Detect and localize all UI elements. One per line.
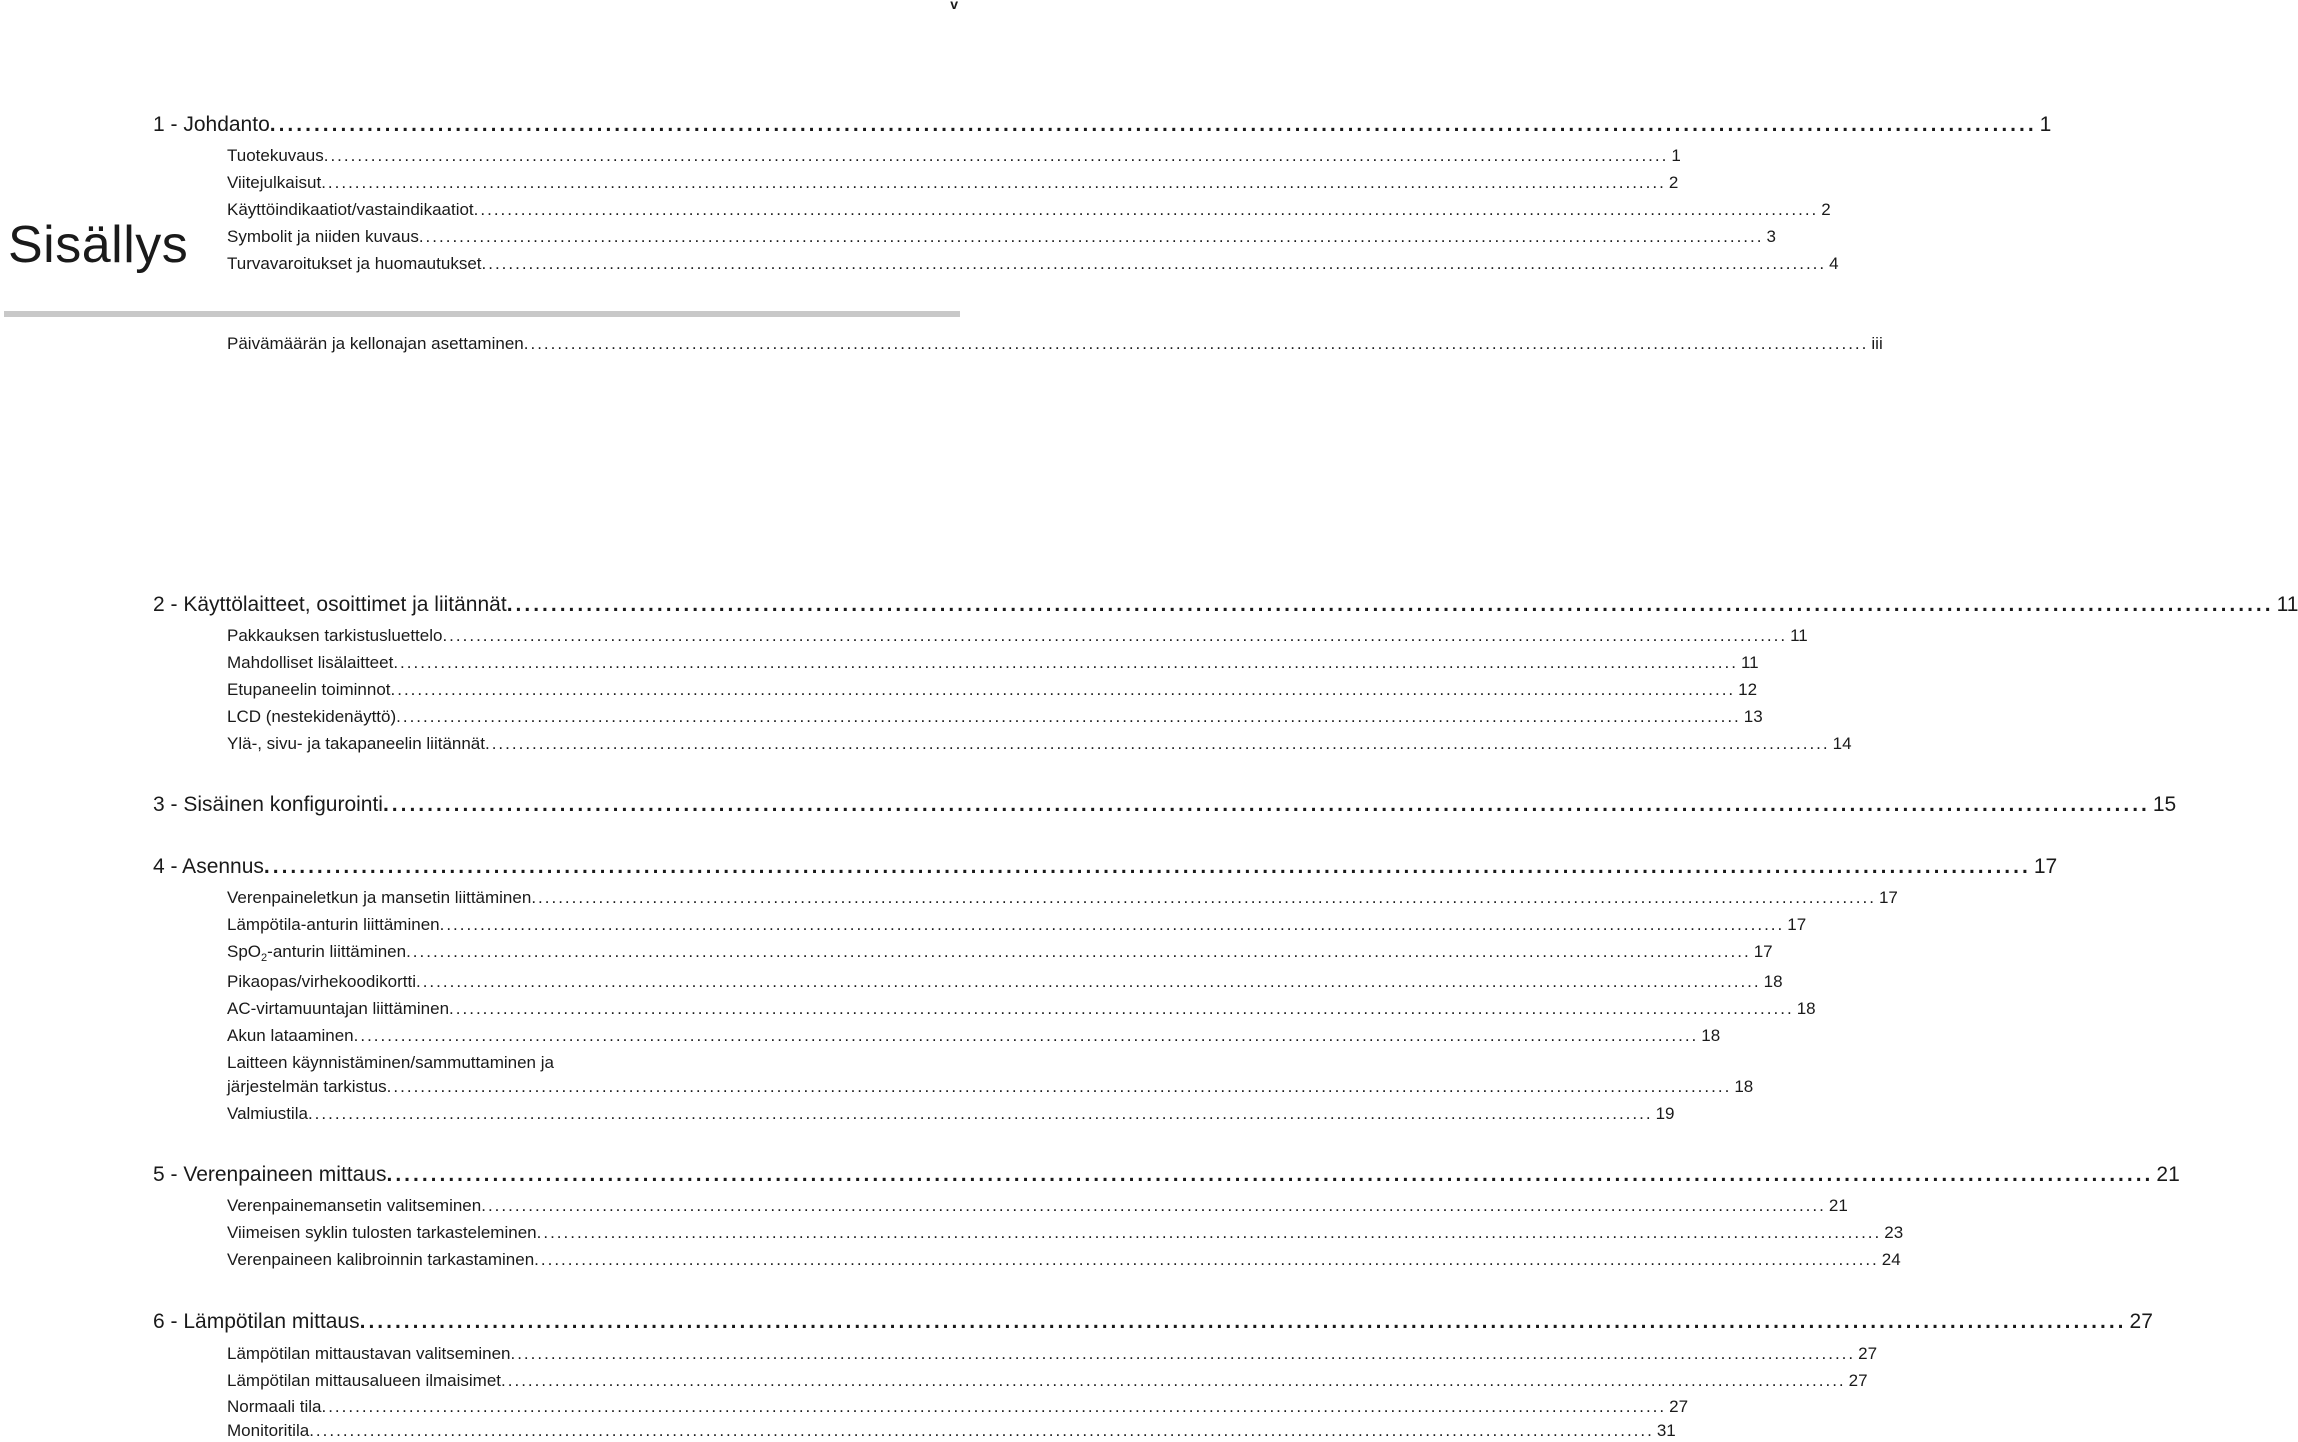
toc-entry-page: 18 bbox=[1796, 999, 1816, 1018]
toc-entry-title: Verenpaineen kalibroinnin tarkastaminen bbox=[227, 1250, 535, 1269]
dot-leader: ........................................................................................................................................................................................................ bbox=[353, 1026, 1699, 1045]
spo2-subscript: 2 bbox=[261, 952, 268, 964]
toc-entry-page: 17 bbox=[1787, 915, 1807, 934]
toc-entry-title: Akun lataaminen bbox=[227, 1026, 354, 1045]
dot-leader: ........................................................................................................................................................................................................ bbox=[536, 1223, 1882, 1242]
toc-entry-page: 4 bbox=[1829, 254, 1839, 273]
toc-entry[interactable] bbox=[227, 1223, 1904, 1247]
toc-entry-title: Etupaneelin toiminnot bbox=[227, 680, 391, 699]
toc-entry[interactable] bbox=[227, 915, 1807, 939]
toc-entry[interactable] bbox=[227, 626, 1808, 650]
toc-entry-title: LCD (nestekidenäyttö) bbox=[227, 707, 397, 726]
toc-entry-page: 31 bbox=[1656, 1421, 1676, 1440]
toc-entry[interactable] bbox=[227, 942, 1773, 966]
toc-entry-page: 23 bbox=[1884, 1223, 1904, 1242]
dot-leader: ........................................................................................................................................................................................................ bbox=[449, 999, 1794, 1018]
toc-entry-title: Monitoritila bbox=[227, 1421, 310, 1440]
toc-entry[interactable] bbox=[227, 200, 1831, 224]
toc-entry-title: Verenpainemansetin valitseminen bbox=[227, 1196, 482, 1215]
dot-leader: ........................................................................................................................................................................................................ bbox=[263, 855, 2031, 878]
toc-entry[interactable] bbox=[227, 1371, 1868, 1395]
toc-entry[interactable] bbox=[227, 334, 1883, 358]
dot-leader: ........................................................................................................................................................................................................ bbox=[386, 1163, 2154, 1186]
toc-chapter-page: 15 bbox=[2152, 793, 2177, 816]
toc-entry[interactable] bbox=[227, 146, 1681, 170]
toc-entry[interactable] bbox=[227, 999, 1816, 1023]
toc-entry-page: 3 bbox=[1766, 227, 1776, 246]
spo2-suffix: -anturin liittäminen bbox=[267, 942, 407, 961]
dot-leader: ........................................................................................................................................................................................................ bbox=[510, 1344, 1856, 1363]
toc-entry-title bbox=[227, 942, 406, 964]
toc-entry-title: Pikaopas/virhekoodikortti bbox=[227, 972, 416, 991]
toc-entry[interactable] bbox=[227, 707, 1763, 731]
toc-entry-title: Normaali tila bbox=[227, 1397, 322, 1416]
toc-entry-title: Viitejulkaisut bbox=[227, 173, 322, 192]
toc-entry-page: 18 bbox=[1734, 1077, 1754, 1096]
toc-chapter[interactable] bbox=[153, 113, 2052, 141]
toc-entry-title: Lämpötilan mittaustavan valitseminen bbox=[227, 1344, 511, 1363]
toc-entry[interactable] bbox=[227, 1026, 1721, 1050]
toc-chapter-page: 21 bbox=[2156, 1163, 2180, 1186]
dot-leader: ........................................................................................................................................................................................................ bbox=[390, 680, 1736, 699]
dot-leader: ........................................................................................................................................................................................................ bbox=[481, 254, 1827, 273]
toc-entry[interactable] bbox=[227, 653, 1759, 677]
dot-leader: ........................................................................................................................................................................................................ bbox=[506, 593, 2274, 616]
toc-chapter[interactable] bbox=[153, 1163, 2180, 1191]
toc-entry-title: Mahdolliset lisälaitteet bbox=[227, 653, 394, 672]
toc-chapter-title: 3 - Sisäinen konfigurointi bbox=[153, 793, 383, 816]
dot-leader: ........................................................................................................................................................................................................ bbox=[386, 1077, 1732, 1096]
toc-entry-title: Käyttöindikaatiot/vastaindikaatiot bbox=[227, 200, 474, 219]
toc-entry[interactable] bbox=[227, 1344, 1878, 1368]
dot-leader: ........................................................................................................................................................................................................ bbox=[269, 113, 2037, 136]
toc-entry-title: Päivämäärän ja kellonajan asettaminen bbox=[227, 334, 524, 353]
toc-entry-page: 18 bbox=[1763, 972, 1783, 991]
toc-chapter[interactable] bbox=[153, 1310, 2153, 1338]
toc-entry-title: Turvavaroitukset ja huomautukset bbox=[227, 254, 482, 273]
toc-entry-title: Verenpaineletkun ja mansetin liittäminen bbox=[227, 888, 532, 907]
toc-entry[interactable] bbox=[227, 680, 1758, 704]
toc-chapter-page: 11 bbox=[2276, 593, 2298, 616]
toc-entry-title: Valmiustila bbox=[227, 1104, 308, 1123]
toc-entry-title: Pakkauksen tarkistusluettelo bbox=[227, 626, 443, 645]
toc-chapter-title: 1 - Johdanto bbox=[153, 113, 270, 136]
toc-entry-title: Laitteen käynnistäminen/sammuttaminen ja bbox=[227, 1053, 554, 1072]
page-title: Sisällys bbox=[8, 216, 189, 274]
dot-leader: ........................................................................................................................................................................................................ bbox=[439, 915, 1785, 934]
toc-entry[interactable] bbox=[227, 227, 1776, 251]
dot-leader: ........................................................................................................................................................................................................ bbox=[323, 146, 1669, 165]
toc-entry-page: 19 bbox=[1655, 1104, 1675, 1123]
toc-entry-title: Lämpötila-anturin liittäminen bbox=[227, 915, 440, 934]
toc-entry[interactable] bbox=[227, 1196, 1848, 1220]
spo2-prefix: SpO bbox=[227, 942, 262, 961]
toc-entry-page: 11 bbox=[1740, 653, 1759, 672]
dot-leader: ........................................................................................................................................................................................................ bbox=[418, 227, 1764, 246]
toc-entry[interactable] bbox=[227, 1104, 1675, 1128]
toc-entry-title: AC-virtamuuntajan liittäminen bbox=[227, 999, 450, 1018]
toc-entry-page: 21 bbox=[1828, 1196, 1848, 1215]
toc-entry-page: 27 bbox=[1669, 1397, 1689, 1416]
toc-chapter-page: 17 bbox=[2033, 855, 2058, 878]
toc-entry-title: Lämpötilan mittausalueen ilmaisimet bbox=[227, 1371, 502, 1390]
toc-entry-page: 18 bbox=[1701, 1026, 1721, 1045]
toc-chapter-title: 6 - Lämpötilan mittaus bbox=[153, 1310, 360, 1333]
dot-leader: ........................................................................................................................................................................................................ bbox=[415, 972, 1761, 991]
toc-entry-page: 27 bbox=[1858, 1344, 1878, 1363]
toc-entry[interactable] bbox=[227, 1250, 1901, 1274]
dot-leader: ........................................................................................................................................................................................................ bbox=[309, 1421, 1654, 1440]
toc-chapter[interactable] bbox=[153, 793, 2177, 821]
page-number: v bbox=[950, 0, 958, 12]
toc-entry-page: 27 bbox=[1848, 1371, 1868, 1390]
dot-leader: ........................................................................................................................................................................................................ bbox=[523, 334, 1869, 353]
toc-entry-page: iii bbox=[1871, 334, 1883, 353]
toc-entry-title: Viimeisen syklin tulosten tarkasteleminen bbox=[227, 1223, 537, 1242]
dot-leader: ........................................................................................................................................................................................................ bbox=[321, 1397, 1667, 1416]
toc-entry[interactable] bbox=[227, 173, 1679, 197]
dot-leader: ........................................................................................................................................................................................................ bbox=[359, 1310, 2127, 1333]
toc-entry[interactable] bbox=[227, 1077, 1754, 1101]
toc-entry-title: Symbolit ja niiden kuvaus bbox=[227, 227, 419, 246]
toc-entry-title: Ylä-, sivu- ja takapaneelin liitännät bbox=[227, 734, 485, 753]
dot-leader: ........................................................................................................................................................................................................ bbox=[307, 1104, 1653, 1123]
toc-chapter[interactable] bbox=[153, 855, 2058, 883]
dot-leader: ........................................................................................................................................................................................................ bbox=[534, 1250, 1879, 1269]
toc-entry-page: 17 bbox=[1878, 888, 1898, 907]
dot-leader: ........................................................................................................................................................................................................ bbox=[501, 1371, 1846, 1390]
toc-entry-page: 2 bbox=[1668, 173, 1679, 192]
dot-leader: ........................................................................................................................................................................................................ bbox=[481, 1196, 1826, 1215]
dot-leader: ........................................................................................................................................................................................................ bbox=[442, 626, 1788, 645]
toc-entry-page: 17 bbox=[1753, 942, 1773, 961]
toc-entry-page: 2 bbox=[1821, 200, 1831, 219]
toc-entry[interactable] bbox=[227, 1421, 1676, 1442]
dot-leader: ........................................................................................................................................................................................................ bbox=[406, 942, 1751, 961]
toc-entry-page: 1 bbox=[1671, 146, 1681, 165]
toc-entry-title: Tuotekuvaus bbox=[227, 146, 324, 165]
dot-leader: ........................................................................................................................................................................................................ bbox=[484, 734, 1830, 753]
toc-entry[interactable] bbox=[227, 972, 1783, 996]
toc-entry[interactable] bbox=[227, 734, 1852, 758]
dot-leader: ........................................................................................................................................................................................................ bbox=[473, 200, 1819, 219]
toc-entry-page: 13 bbox=[1743, 707, 1763, 726]
toc-entry-line1[interactable] bbox=[227, 1053, 960, 1077]
toc-entry[interactable] bbox=[227, 888, 1898, 912]
dot-leader: ........................................................................................................................................................................................................ bbox=[531, 888, 1876, 907]
toc-entry-page: 24 bbox=[1881, 1250, 1901, 1269]
toc-entry-page: 11 bbox=[1790, 626, 1808, 645]
toc-entry-title: järjestelmän tarkistus bbox=[227, 1077, 387, 1096]
toc-chapter-page: 1 bbox=[2039, 113, 2052, 136]
dot-leader: ........................................................................................................................................................................................................ bbox=[321, 173, 1666, 192]
toc-chapter-title: 4 - Asennus bbox=[153, 855, 264, 878]
toc-chapter-page: 27 bbox=[2129, 1310, 2153, 1333]
toc-entry[interactable] bbox=[227, 1397, 1689, 1421]
toc-entry[interactable] bbox=[227, 254, 1839, 278]
toc-chapter-title: 2 - Käyttölaitteet, osoittimet ja liitännät bbox=[153, 593, 507, 616]
toc-chapter[interactable] bbox=[153, 593, 2298, 621]
dot-leader: ........................................................................................................................................................................................................ bbox=[382, 793, 2150, 816]
toc-entry-page: 14 bbox=[1832, 734, 1852, 753]
toc-entry-page: 12 bbox=[1738, 680, 1758, 699]
dot-leader: ........................................................................................................................................................................................................ bbox=[396, 707, 1741, 726]
toc-chapter-title: 5 - Verenpaineen mittaus bbox=[153, 1163, 387, 1186]
dot-leader: ........................................................................................................................................................................................................ bbox=[393, 653, 1738, 672]
